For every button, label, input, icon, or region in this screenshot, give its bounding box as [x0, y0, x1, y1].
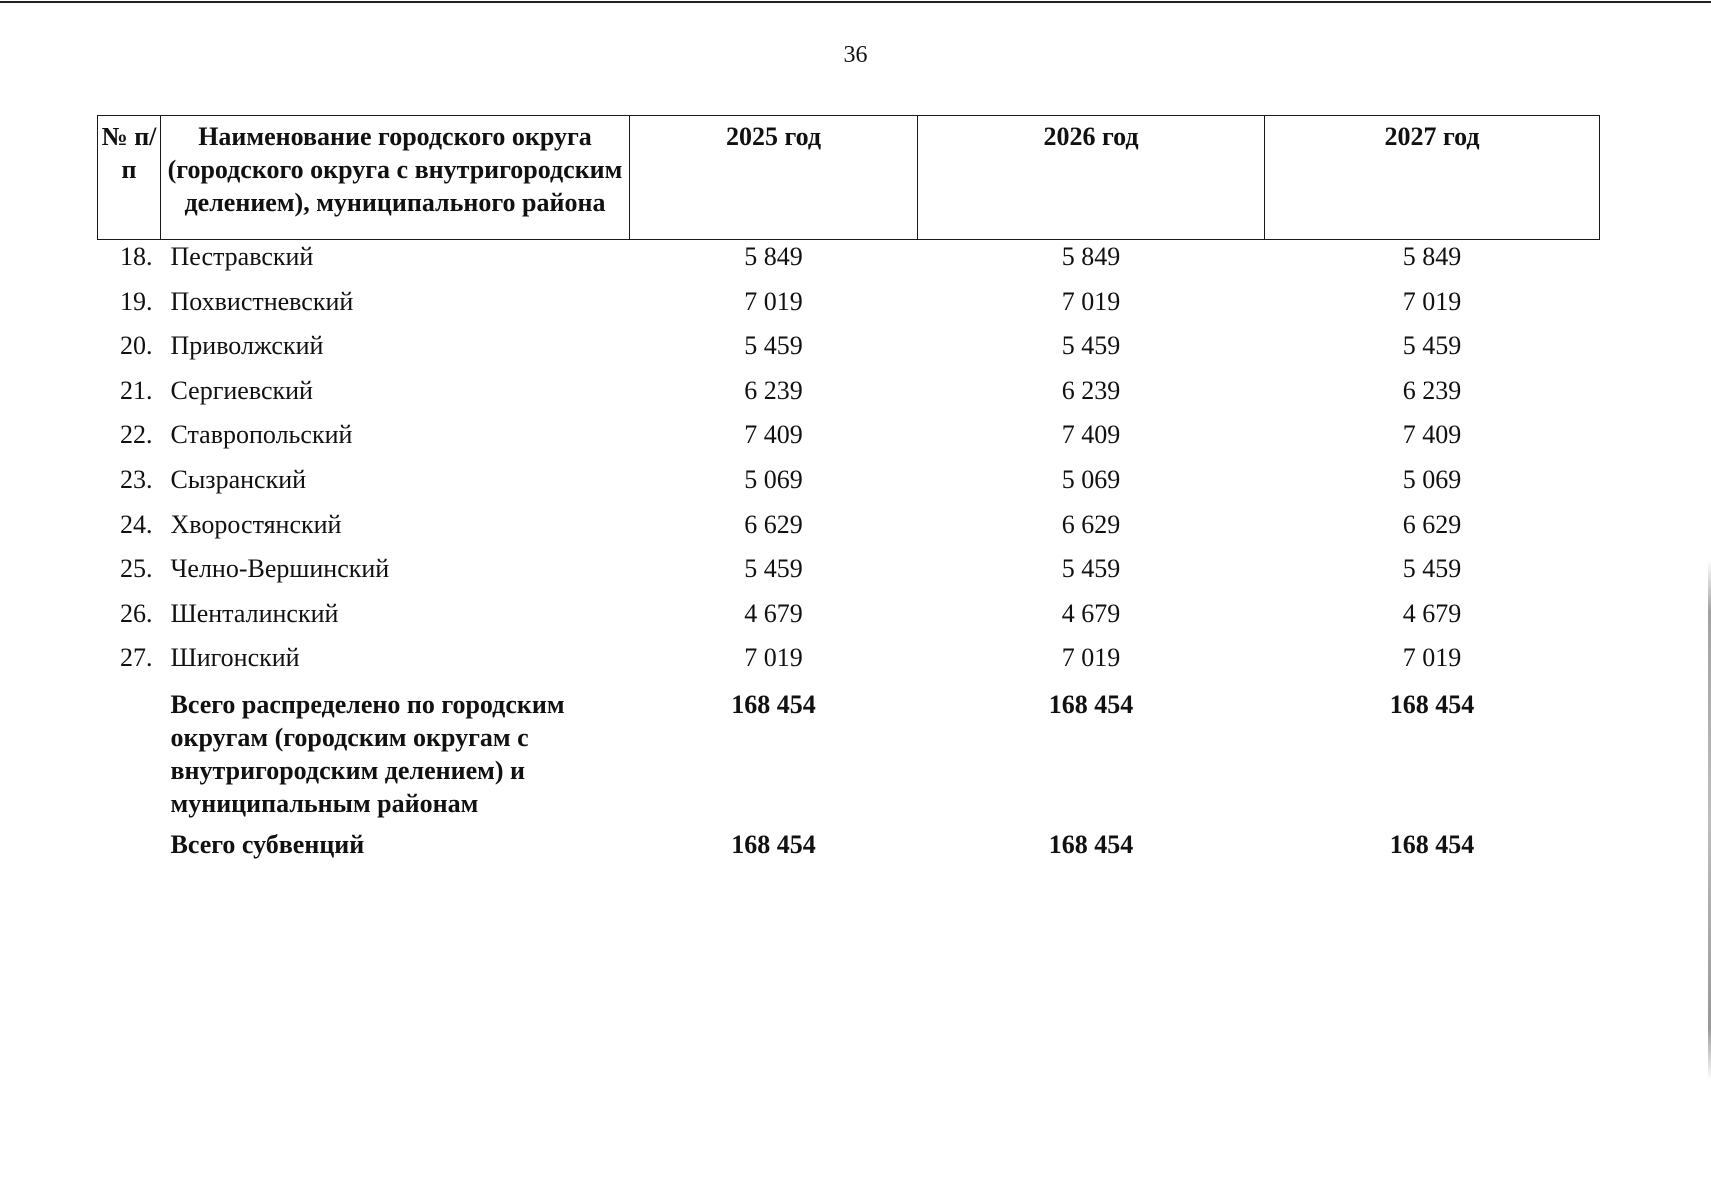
value-2025: 5 069 — [744, 464, 803, 494]
total-label: Всего распределено по городским округам (городским округам с внутригородским делением) и муниципальным районам — [170, 689, 565, 818]
header-number: № п/п — [98, 116, 161, 240]
header-year-2025: 2025 год — [630, 116, 918, 240]
row-number: 24. — [120, 509, 153, 539]
value-2026: 7 019 — [1061, 286, 1121, 316]
value-2027: 7 409 — [1402, 420, 1462, 450]
row-name: Сызранский — [170, 464, 307, 494]
subvention-table — [97, 115, 1600, 868]
header-name: Наименование городского округа (городского округа с внутригородским делением), муниципального района — [161, 116, 630, 240]
row-name: Ставропольский — [170, 420, 353, 450]
total-value-2027: 168 454 — [1389, 829, 1475, 859]
page-number: 36 — [843, 42, 868, 68]
value-2027: 5 459 — [1402, 554, 1462, 584]
value-2027: 6 239 — [1402, 375, 1462, 405]
row-number: 26. — [120, 598, 153, 628]
table-row — [98, 597, 1600, 642]
total-number-empty — [98, 828, 161, 868]
row-name: Приволжский — [170, 331, 324, 361]
row-name: Сергиевский — [170, 375, 313, 405]
row-name: Шигонский — [170, 643, 300, 673]
row-number: 23. — [120, 464, 153, 494]
row-number: 25. — [120, 554, 153, 584]
total-value-2026: 168 454 — [1048, 689, 1134, 719]
value-2027: 5 459 — [1402, 331, 1462, 361]
table-row — [98, 329, 1600, 374]
row-name: Похвистневский — [170, 286, 354, 316]
value-2025: 4 679 — [744, 598, 803, 628]
value-2025: 6 629 — [744, 509, 803, 539]
value-2026: 7 019 — [1061, 643, 1121, 673]
value-2026: 6 629 — [1061, 509, 1121, 539]
total-label: Всего субвенций — [170, 829, 365, 859]
value-2027: 6 629 — [1402, 509, 1462, 539]
row-name: Пестравский — [170, 242, 314, 271]
row-name: Шенталинский — [170, 598, 339, 628]
total-value-2027: 168 454 — [1389, 689, 1475, 719]
value-2027: 5 069 — [1402, 464, 1462, 494]
value-2025: 7 019 — [744, 643, 803, 673]
value-2025: 7 409 — [744, 420, 803, 450]
row-number: 20. — [120, 331, 153, 361]
value-2025: 5 459 — [744, 554, 803, 584]
value-2027: 4 679 — [1402, 598, 1462, 628]
row-name: Челно-Вершинский — [170, 554, 390, 584]
value-2026: 5 459 — [1061, 554, 1121, 584]
value-2025: 5 849 — [744, 242, 803, 271]
row-number: 18. — [120, 242, 153, 271]
value-2027: 7 019 — [1402, 286, 1462, 316]
value-2025: 5 459 — [744, 331, 803, 361]
table-row — [98, 641, 1600, 686]
row-number: 22. — [120, 420, 153, 450]
table-body — [98, 240, 1600, 868]
value-2026: 4 679 — [1061, 598, 1121, 628]
table-row — [98, 285, 1600, 330]
row-name: Хворостянский — [170, 509, 342, 539]
table-row — [98, 240, 1600, 285]
value-2026: 5 849 — [1061, 242, 1121, 271]
total-value-2025: 168 454 — [731, 689, 816, 719]
header-year-2026: 2026 год — [918, 116, 1265, 240]
total-row-subventions — [98, 828, 1600, 868]
table-row — [98, 374, 1600, 419]
total-value-2025: 168 454 — [731, 829, 816, 859]
header-row — [98, 116, 1600, 240]
value-2026: 7 409 — [1061, 420, 1121, 450]
header-year-2027: 2027 год — [1265, 116, 1600, 240]
table-row — [98, 508, 1600, 553]
row-number: 21. — [120, 375, 153, 405]
table-row — [98, 552, 1600, 597]
value-2027: 7 019 — [1402, 643, 1462, 673]
value-2026: 5 069 — [1061, 464, 1121, 494]
top-border-line — [0, 1, 1711, 3]
value-2026: 5 459 — [1061, 331, 1121, 361]
total-number-empty — [98, 686, 161, 828]
total-row-distributed — [98, 686, 1600, 828]
value-2027: 5 849 — [1402, 242, 1462, 271]
value-2026: 6 239 — [1061, 375, 1121, 405]
row-number: 19. — [120, 286, 153, 316]
row-number: 27. — [120, 643, 153, 673]
table-header — [98, 116, 1600, 240]
value-2025: 7 019 — [744, 286, 803, 316]
table-row — [98, 463, 1600, 508]
total-value-2026: 168 454 — [1048, 829, 1134, 859]
value-2025: 6 239 — [744, 375, 803, 405]
table-row — [98, 418, 1600, 463]
